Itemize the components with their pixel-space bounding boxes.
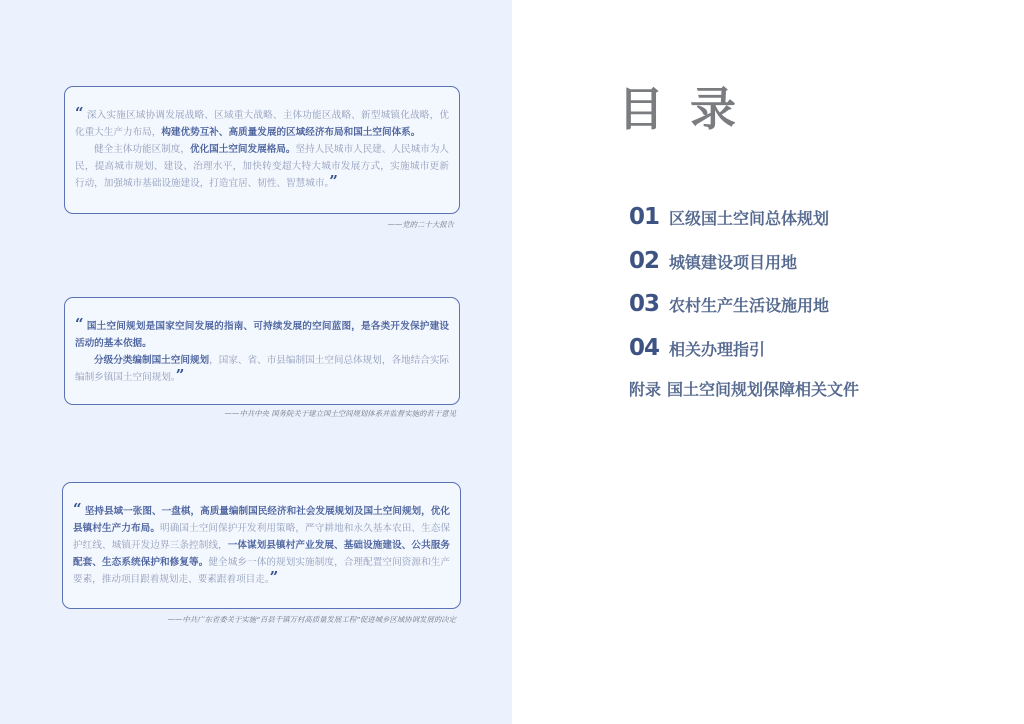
quote-source-report: ——党的二十大报告 <box>387 220 454 229</box>
quote-text: 明确国土空间保护开发利用策略，严守耕地和永久基本农田、生态保护红线、城镇开发边界三条控制线， <box>73 523 451 551</box>
toc-item-3[interactable] <box>629 291 829 317</box>
quote-paragraph <box>75 141 449 192</box>
toc-appendix-prefix: 附录 <box>629 380 662 399</box>
quote-text: 坚持人民城市人民建、人民城市为人民，提高城市规划、建设、治理水平，加快转变超大特大城市发展方式，实施城市更新行动，加强城市基础设施建设，打造宜居、韧性、智慧城市。 <box>75 144 450 189</box>
quote-box-guangdong-decision <box>62 482 461 609</box>
toc-item-label: 相关办理指引 <box>669 340 766 359</box>
toc-item-label: 城镇建设项目用地 <box>669 253 798 272</box>
quote-text: 深入实施区域协调发展战略、区域重大战略、主体功能区战略、新型城镇化战略，优化重大生产力布局， <box>75 110 449 138</box>
open-quote-icon: “ <box>75 315 84 333</box>
toc-item-number: 02 <box>629 248 660 274</box>
quote-paragraph <box>75 104 449 141</box>
open-quote-icon: “ <box>75 104 84 122</box>
quote-paragraph <box>75 315 449 352</box>
quote-source-guangdong-decision: ——中共广东省委关于实施“百县千镇万村高质量发展工程”促进城乡区域协调发展的决定 <box>167 615 456 624</box>
toc-title: 目录 <box>618 82 762 136</box>
quote-box-planning-opinion <box>64 297 460 405</box>
quote-box-report <box>64 86 460 214</box>
toc-item-4[interactable] <box>629 335 765 361</box>
right-page <box>512 0 1024 724</box>
quote-text: 健全城乡一体的规划实施制度，合理配置空间资源和生产要素，推动项目跟着规划走、要素跟着项目走。 <box>73 557 451 585</box>
toc-item-label: 农村生产生活设施用地 <box>669 296 830 315</box>
quote-source-planning-opinion: ——中共中央 国务院关于建立国土空间规划体系并监督实施的若干意见 <box>224 409 456 418</box>
close-quote-icon: ” <box>269 568 279 586</box>
toc-item-1[interactable] <box>629 204 829 230</box>
quote-emphasis: 分级分类编制国土空间规划 <box>94 355 210 366</box>
close-quote-icon: ” <box>329 172 338 190</box>
quote-emphasis: 国土空间规划是国家空间发展的指南、可持续发展的空间蓝图，是各类开发保护建设活动的基本依据。 <box>75 321 449 349</box>
close-quote-icon: ” <box>175 366 185 384</box>
quote-emphasis: 坚持县域一张图、一盘棋，高质量编制国民经济和社会发展规划及国土空间规划，优化县镇村生产力布局。 <box>73 506 450 534</box>
toc-item-2[interactable] <box>629 248 797 274</box>
toc-item-number: 01 <box>629 204 660 230</box>
toc-item-number: 03 <box>629 291 660 317</box>
open-quote-icon: “ <box>73 500 82 518</box>
quote-text: ，国家、省、市县编制国土空间总体规划，各地结合实际编制乡镇国土空间规划。 <box>75 355 450 383</box>
quote-paragraph <box>75 352 449 386</box>
toc-appendix-label: 国土空间规划保障相关文件 <box>667 380 860 399</box>
toc-item-appendix[interactable] <box>629 377 859 400</box>
toc-item-label: 区级国土空间总体规划 <box>669 209 830 228</box>
toc-item-number: 04 <box>629 335 660 361</box>
quote-paragraph <box>73 500 451 588</box>
quote-emphasis: 优化国土空间发展格局。 <box>189 144 296 155</box>
quote-emphasis: 一体谋划县镇村产业发展、基础设施建设、公共服务配套、生态系统保护和修复等。 <box>73 540 451 568</box>
quote-emphasis: 构建优势互补、高质量发展的区域经济布局和国土空间体系。 <box>161 127 421 138</box>
quote-text: 健全主体功能区制度， <box>94 144 190 155</box>
